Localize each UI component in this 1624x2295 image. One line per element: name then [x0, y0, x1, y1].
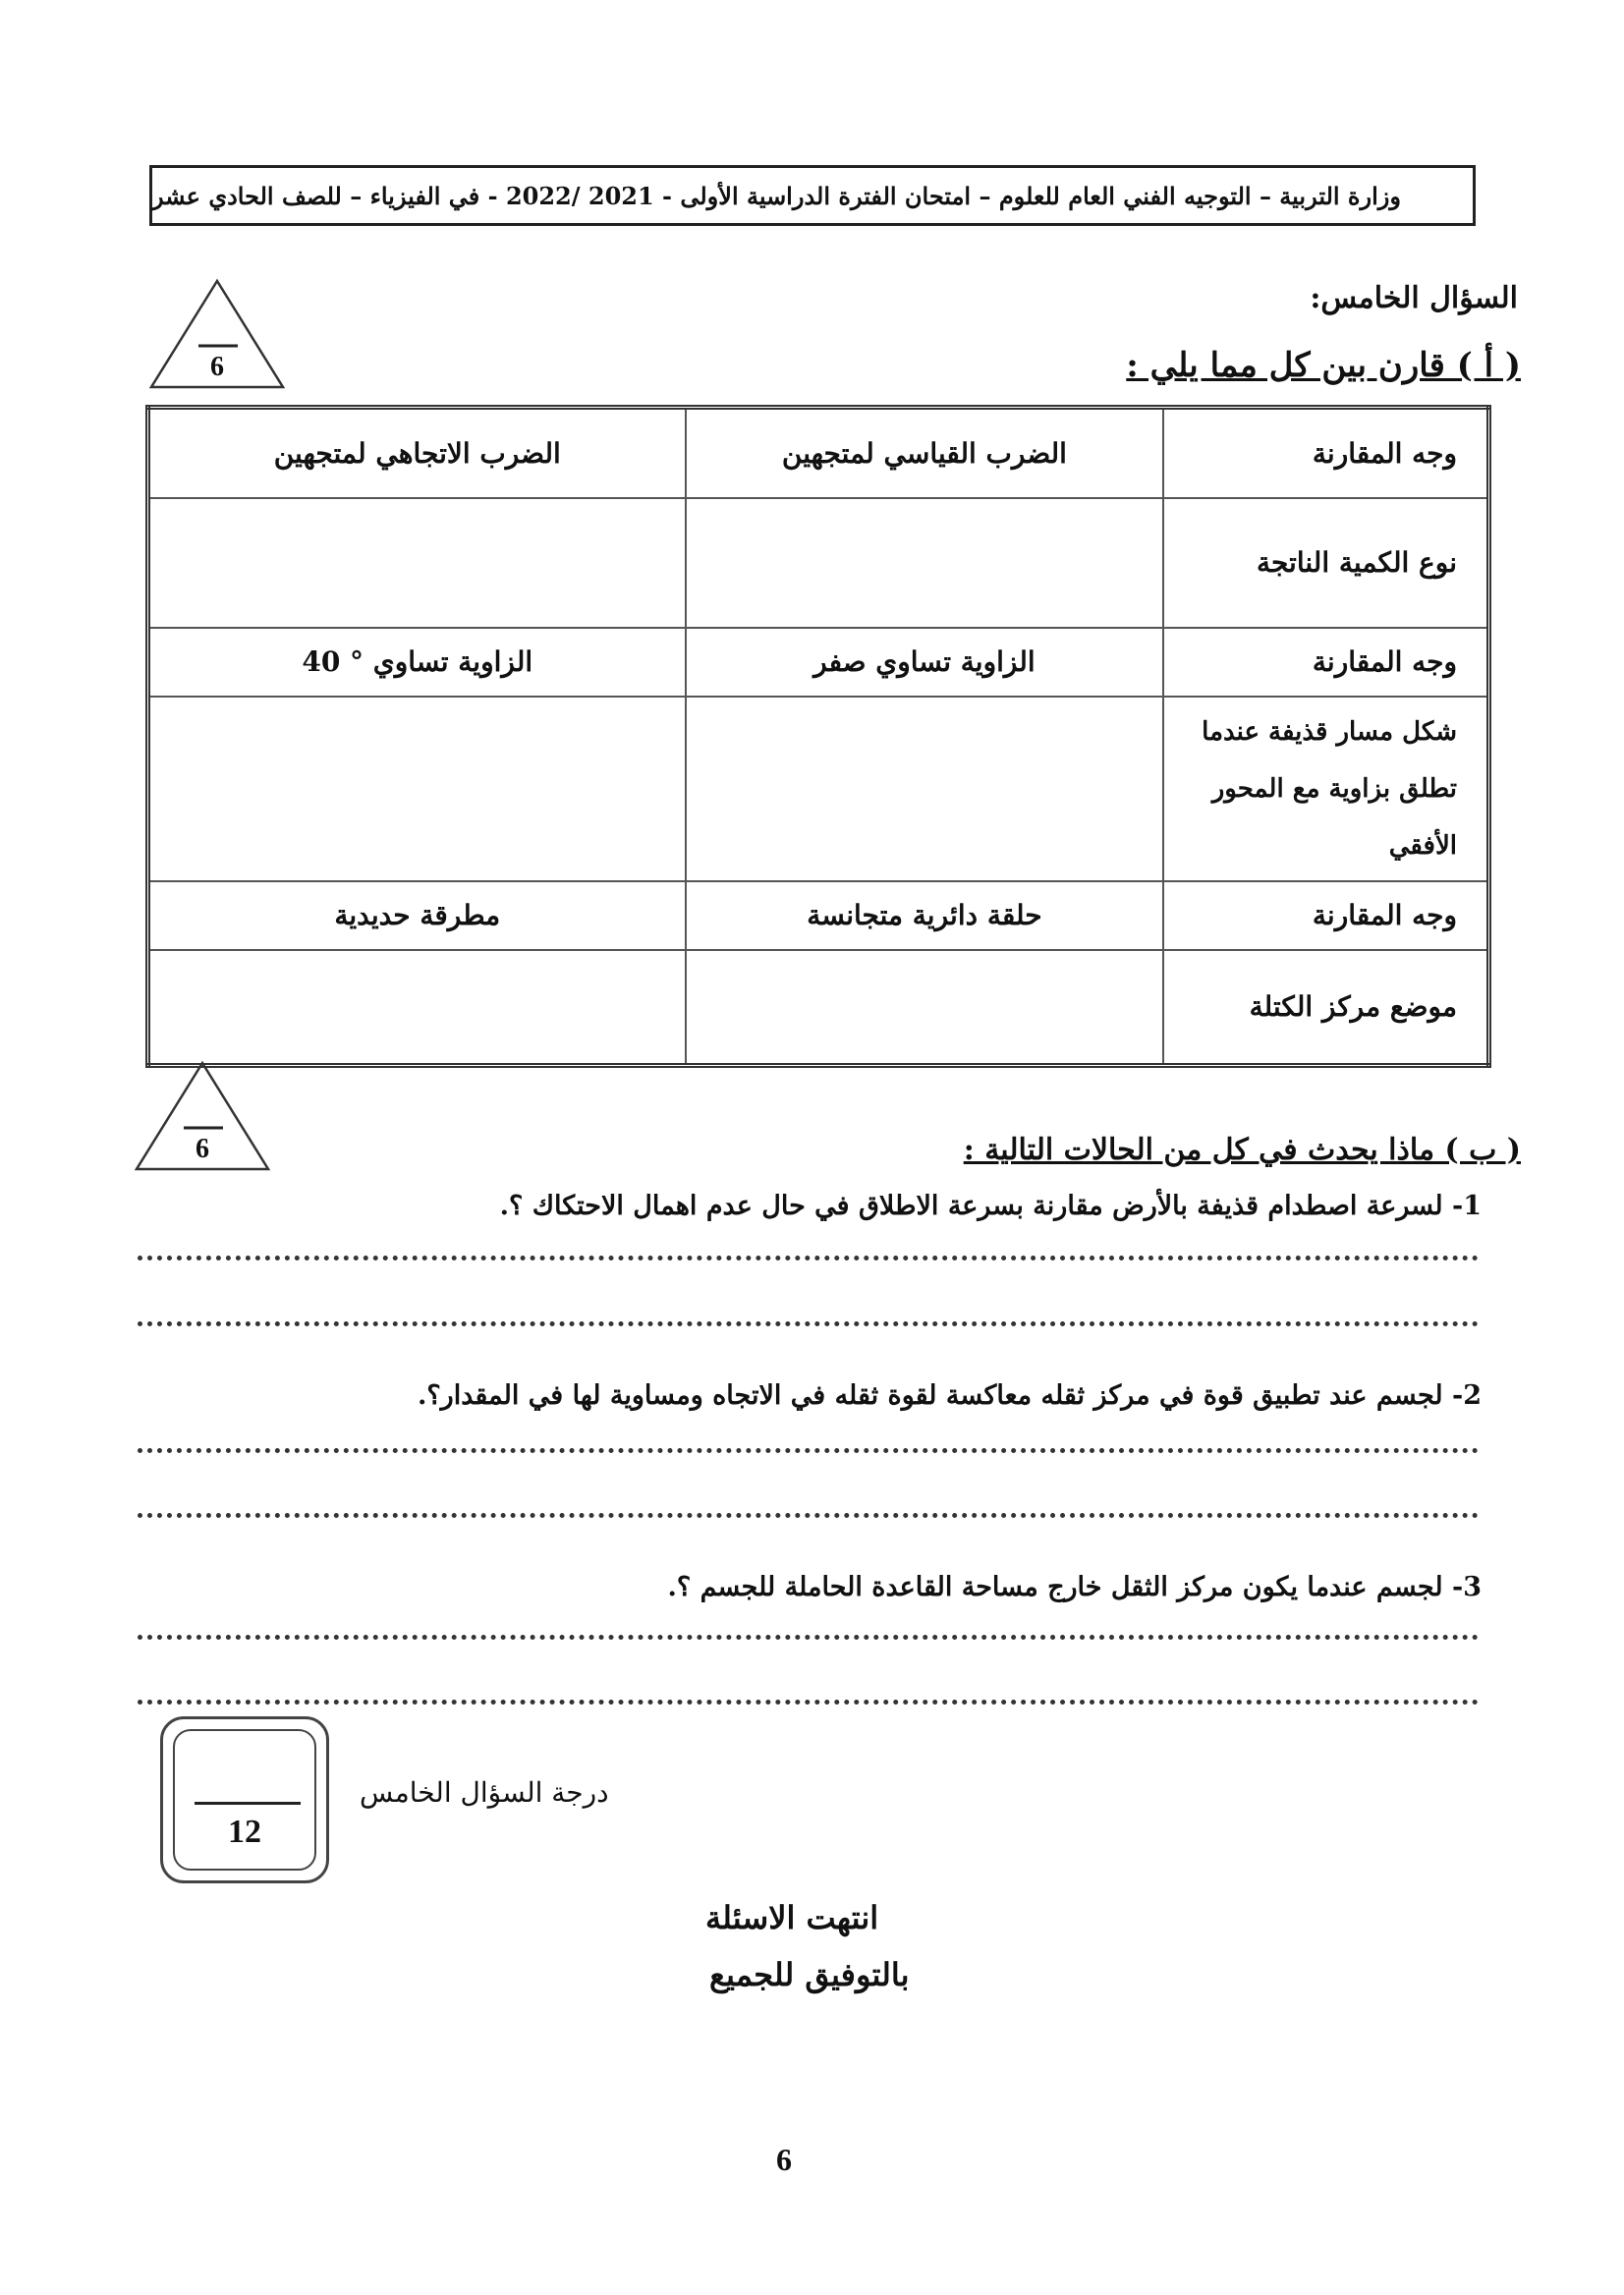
answer-line[interactable] [138, 1513, 1479, 1518]
header-text: وزارة التربية – التوجيه الفني العام للعلوم – امتحان الفترة الدراسية الأولى - 2021 /2022 - في الفيزياء – للصف الحادي عشر [152, 181, 1401, 210]
table-cell: موضع مركز الكتلة [1163, 950, 1488, 1066]
table-cell: حلقة دائرية متجانسة [686, 881, 1164, 950]
answer-line[interactable] [138, 1256, 1479, 1260]
exam-header [149, 165, 1476, 226]
closing-line-1: انتهت الاسئلة [705, 1899, 879, 1936]
table-cell: وجه المقارنة [1163, 408, 1488, 498]
table-cell[interactable] [686, 950, 1164, 1066]
table-row [148, 881, 1489, 950]
closing-line-2: بالتوفيق للجميع [709, 1956, 910, 1993]
total-score-box [160, 1716, 329, 1883]
table-cell: الضرب الاتجاهي لمتجهين [148, 408, 686, 498]
table-cell[interactable] [686, 697, 1164, 881]
part-a-title: ( أ ) قارن بين كل مما يلي : [1126, 346, 1521, 385]
page-number: 6 [776, 2142, 792, 2177]
table-cell: الزاوية تساوي ° 40 [148, 628, 686, 697]
question-item-1: 1- لسرعة اصطدام قذيفة بالأرض مقارنة بسرعة الاطلاق في حال عدم اهمال الاحتكاك ؟. [499, 1191, 1482, 1221]
table-cell: شكل مسار قذيفة عندما تطلق بزاوية مع المحور الأفقي [1163, 697, 1488, 881]
table-cell[interactable] [148, 697, 686, 881]
table-cell: الضرب القياسي لمتجهين [686, 408, 1164, 498]
part-b-title: ( ب ) ماذا يحدث في كل من الحالات التالية : [963, 1133, 1521, 1167]
table-cell[interactable] [686, 498, 1164, 628]
table-cell[interactable] [148, 498, 686, 628]
table-row [148, 408, 1489, 498]
table-cell: نوع الكمية الناتجة [1163, 498, 1488, 628]
table-cell: الزاوية تساوي صفر [686, 628, 1164, 697]
question-item-2: 2- لجسم عند تطبيق قوة في مركز ثقله معاكسة لقوة ثقله في الاتجاه ومساوية لها في المقدار؟. [417, 1380, 1482, 1411]
part-b-score-triangle [133, 1059, 272, 1173]
table-row [148, 498, 1489, 628]
table-cell[interactable] [148, 950, 686, 1066]
comparison-table [145, 405, 1491, 1068]
total-score: 12 [228, 1814, 261, 1850]
table-cell: وجه المقارنة [1163, 881, 1488, 950]
answer-line[interactable] [138, 1635, 1479, 1640]
question-item-3: 3- لجسم عندما يكون مركز الثقل خارج مساحة القاعدة الحاملة للجسم ؟. [667, 1572, 1482, 1602]
part-a-score: 6 [210, 352, 224, 382]
total-score-label: درجة السؤال الخامس [360, 1776, 609, 1809]
table-row [148, 697, 1489, 881]
part-a-score-triangle [147, 277, 287, 391]
answer-line[interactable] [138, 1321, 1479, 1326]
part-b-score: 6 [196, 1134, 209, 1164]
table-cell: مطرقة حديدية [148, 881, 686, 950]
table-row [148, 628, 1489, 697]
answer-line[interactable] [138, 1700, 1479, 1705]
table-cell: وجه المقارنة [1163, 628, 1488, 697]
table-row [148, 950, 1489, 1066]
question-title: السؤال الخامس: [1310, 281, 1518, 315]
answer-line[interactable] [138, 1448, 1479, 1453]
